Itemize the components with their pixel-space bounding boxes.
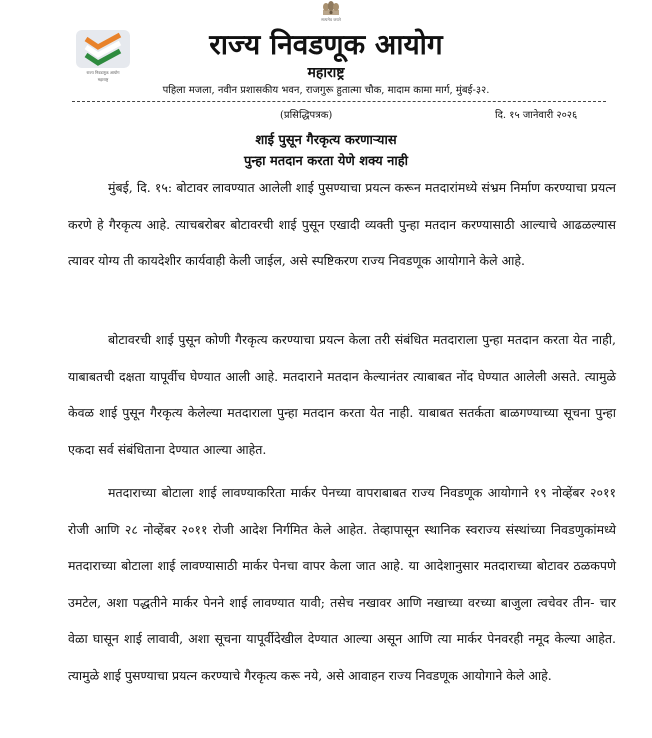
state-emblem — [316, 0, 346, 24]
emblem-motto: सत्यमेव जयते — [321, 17, 341, 22]
header-separator — [72, 101, 606, 102]
body-paragraph-1: मुंबई, दि. १५: बोटावर लावण्यात आलेली शाई पुसण्याचा प्रयत्न करून मतदारांमध्ये संभ्रम निर्माण करण्याचा प्रयत्न करणे हे गैरकृत्य आहे. त्याचबरोबर बोटावरची शाई पुसून एखादी व्यक्ती पुन्हा मतदान करण्यासाठी आल्याचे आढळल्यास त्यावर योग्य ती कायदेशीर कार्यवाही केली जाईल, असे स्पष्टिकरण राज्य निवडणूक आयोगाने केले आहे. — [68, 180, 616, 268]
organization-state: महाराष्ट्र — [307, 65, 345, 81]
press-release-label: (प्रसिद्धिपत्रक) — [280, 110, 333, 121]
headline-line-2: पुन्हा मतदान करता येणे शक्य नाही — [243, 154, 409, 169]
body-paragraph-2: बोटावरची शाई पुसून कोणी गैरकृत्य करण्याचा प्रयत्न केला तरी संबंधित मतदाराला पुन्हा मतदान करता येत नाही, याबाबतची दक्षता यापूर्वीच घेण्यात आली आहे. मतदाराने मतदान केल्यानंतर त्याबाबत नोंद घेण्यात आलेली असते. त्यामुळे केवळ शाई पुसून गैरकृत्य केलेल्या मतदाराला पुन्हा मतदान करता येत नाही. याबाबत सतर्कता बाळगण्याच्या सूचना पुन्हा एकदा सर्व संबंधिताना देण्यात आल्या आहेत. — [68, 332, 616, 457]
press-release-date: दि. १५ जानेवारी २०२६ — [495, 110, 578, 121]
organization-address: पहिला मजला, नवीन प्रशासकीय भवन, राजगुरू हुतात्मा चौक, मादाम कामा मार्ग, मुंबई-३२. — [162, 85, 490, 96]
logo-caption-line1: राज्य निवडणूक आयोग — [86, 70, 120, 75]
logo-caption-line2: महाराष्ट्र — [97, 77, 109, 82]
headline-line-1: शाई पुसून गैरकृत्य करणाऱ्यास — [255, 133, 397, 148]
body-paragraph-3: मतदाराच्या बोटाला शाई लावण्याकरिता मार्कर पेनच्या वापराबाबत राज्य निवडणूक आयोगाने १९ नोव्हेंबर २०११ रोजी आणि २८ नोव्हेंबर २०११ रोजी आदेश निर्गमित केले आहेत. तेव्हापासून स्थानिक स्वराज्य संस्थांच्या निवडणुकांमध्ये मतदाराच्या बोटाला शाई लावण्यासाठी मार्कर पेनचा वापर केला जात आहे. या आदेशानुसार मतदाराच्या बोटावर ठळकपणे उमटेल, अशा पद्धतीने मार्कर पेनने शाई लावण्यात यावी; तसेच नखावर आणि नखाच्या वरच्या बाजुला त्वचेवर तीन- चार वेळा घासून शाई लावावी, अशा सूचना यापूर्वीदेखील देण्यात आल्या असून आणि त्या मार्कर पेनवरही नमूद केल्या आहेत. त्यामुळे शाई पुसण्याचा प्रयत्न करण्याचे गैरकृत्य करू नये, असे आवाहन राज्य निवडणूक आयोगाने केले आहे. — [68, 485, 616, 683]
ashoka-emblem-icon — [320, 0, 342, 17]
organization-title: राज्य निवडणूक आयोग — [209, 28, 443, 61]
